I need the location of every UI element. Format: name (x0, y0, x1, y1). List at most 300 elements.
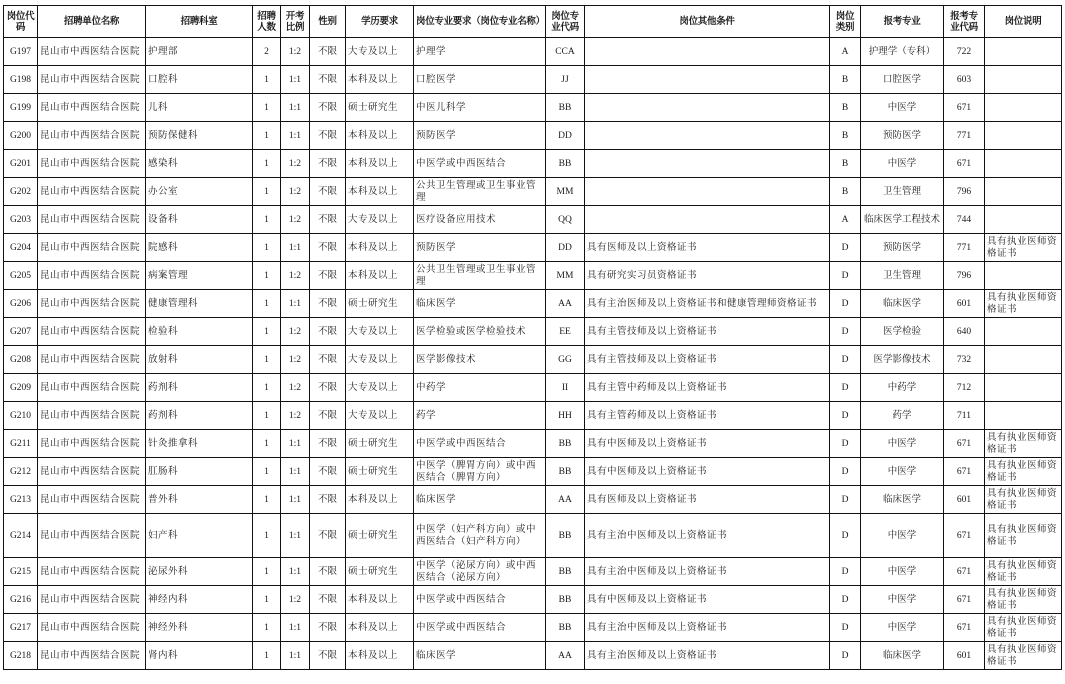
table-row (4, 66, 1062, 94)
cell-exam-major: 临床医学工程技术 (861, 206, 944, 234)
cell-major-req: 医学检验或医学检验技术 (414, 318, 546, 346)
cell-major-req: 中医学或中西医结合 (414, 586, 546, 614)
cell-count: 1 (253, 122, 281, 150)
table-row (4, 290, 1062, 318)
cell-dept: 药剂科 (146, 374, 253, 402)
cell-dept: 院感科 (146, 234, 253, 262)
cell-note (985, 122, 1062, 150)
cell-category: B (830, 122, 861, 150)
cell-count: 1 (253, 262, 281, 290)
cell-major-code: BB (546, 94, 585, 122)
cell-code: G212 (4, 458, 38, 486)
header-category: 岗位类别 (830, 6, 861, 38)
cell-count: 1 (253, 206, 281, 234)
cell-category: D (830, 486, 861, 514)
cell-edu: 本科及以上 (346, 66, 414, 94)
cell-count: 1 (253, 234, 281, 262)
cell-major-req: 中医学（泌尿方向）或中西医结合（泌尿方向） (414, 558, 546, 586)
cell-major-code: HH (546, 402, 585, 430)
cell-unit: 昆山市中西医结合医院 (38, 66, 146, 94)
cell-major-code: AA (546, 642, 585, 670)
cell-category: B (830, 150, 861, 178)
cell-dept: 泌尿外科 (146, 558, 253, 586)
cell-count: 1 (253, 94, 281, 122)
cell-major-code: DD (546, 122, 585, 150)
cell-dept: 设备科 (146, 206, 253, 234)
header-count: 招聘人数 (253, 6, 281, 38)
cell-count: 1 (253, 586, 281, 614)
cell-other (585, 206, 830, 234)
cell-ratio: 1:2 (281, 374, 310, 402)
cell-gender: 不限 (310, 458, 346, 486)
cell-dept: 普外科 (146, 486, 253, 514)
cell-gender: 不限 (310, 122, 346, 150)
cell-category: A (830, 206, 861, 234)
cell-category: D (830, 642, 861, 670)
cell-dept: 肛肠科 (146, 458, 253, 486)
cell-exam-major: 医学影像技术 (861, 346, 944, 374)
cell-other: 具有主管技师及以上资格证书 (585, 318, 830, 346)
header-gender: 性别 (310, 6, 346, 38)
cell-dept: 儿科 (146, 94, 253, 122)
cell-major-code: GG (546, 346, 585, 374)
cell-note (985, 94, 1062, 122)
cell-code: G204 (4, 234, 38, 262)
cell-unit: 昆山市中西医结合医院 (38, 94, 146, 122)
cell-code: G216 (4, 586, 38, 614)
table-row (4, 178, 1062, 206)
cell-major-req: 医疗设备应用技术 (414, 206, 546, 234)
cell-unit: 昆山市中西医结合医院 (38, 122, 146, 150)
cell-major-code: QQ (546, 206, 585, 234)
cell-category: D (830, 458, 861, 486)
cell-note: 具有执业医师资格证书 (985, 614, 1062, 642)
cell-count: 1 (253, 558, 281, 586)
cell-code: G203 (4, 206, 38, 234)
cell-dept: 预防保健科 (146, 122, 253, 150)
cell-unit: 昆山市中西医结合医院 (38, 374, 146, 402)
cell-major-code: BB (546, 558, 585, 586)
cell-unit: 昆山市中西医结合医院 (38, 558, 146, 586)
cell-other: 具有中医师及以上资格证书 (585, 458, 830, 486)
cell-gender: 不限 (310, 486, 346, 514)
cell-note (985, 66, 1062, 94)
cell-ratio: 1:2 (281, 262, 310, 290)
cell-category: D (830, 374, 861, 402)
cell-code: G201 (4, 150, 38, 178)
cell-edu: 大专及以上 (346, 38, 414, 66)
cell-count: 2 (253, 38, 281, 66)
cell-exam-major: 中医学 (861, 430, 944, 458)
cell-dept: 针灸推拿科 (146, 430, 253, 458)
cell-major-code: BB (546, 586, 585, 614)
cell-exam-major: 中医学 (861, 94, 944, 122)
cell-other: 具有主治中医师及以上资格证书 (585, 514, 830, 558)
cell-code: G211 (4, 430, 38, 458)
cell-note: 具有执业医师资格证书 (985, 290, 1062, 318)
cell-exam-major: 临床医学 (861, 290, 944, 318)
cell-exam-code: 601 (944, 486, 985, 514)
cell-ratio: 1:1 (281, 122, 310, 150)
header-major-req: 岗位专业要求（岗位专业名称） (414, 6, 546, 38)
cell-note (985, 402, 1062, 430)
cell-code: G206 (4, 290, 38, 318)
cell-exam-code: 671 (944, 614, 985, 642)
cell-count: 1 (253, 430, 281, 458)
cell-note (985, 206, 1062, 234)
cell-code: G214 (4, 514, 38, 558)
cell-exam-major: 中医学 (861, 458, 944, 486)
cell-exam-major: 预防医学 (861, 122, 944, 150)
header-exam-major: 报考专业 (861, 6, 944, 38)
cell-exam-major: 卫生管理 (861, 178, 944, 206)
cell-code: G199 (4, 94, 38, 122)
cell-major-code: MM (546, 262, 585, 290)
cell-count: 1 (253, 374, 281, 402)
cell-note (985, 178, 1062, 206)
table-row (4, 38, 1062, 66)
cell-other (585, 38, 830, 66)
cell-exam-major: 预防医学 (861, 234, 944, 262)
cell-unit: 昆山市中西医结合医院 (38, 178, 146, 206)
table-body (4, 38, 1062, 670)
cell-gender: 不限 (310, 38, 346, 66)
cell-major-code: BB (546, 150, 585, 178)
cell-gender: 不限 (310, 178, 346, 206)
cell-major-code: BB (546, 458, 585, 486)
table-row (4, 234, 1062, 262)
cell-count: 1 (253, 514, 281, 558)
cell-note: 具有执业医师资格证书 (985, 486, 1062, 514)
cell-exam-code: 744 (944, 206, 985, 234)
table-row (4, 430, 1062, 458)
cell-code: G207 (4, 318, 38, 346)
cell-other: 具有主管技师及以上资格证书 (585, 346, 830, 374)
cell-ratio: 1:2 (281, 178, 310, 206)
cell-gender: 不限 (310, 374, 346, 402)
cell-major-code: BB (546, 614, 585, 642)
cell-unit: 昆山市中西医结合医院 (38, 234, 146, 262)
table-row (4, 586, 1062, 614)
cell-major-code: II (546, 374, 585, 402)
header-code: 岗位代码 (4, 6, 38, 38)
cell-dept: 护理部 (146, 38, 253, 66)
cell-other: 具有主管药师及以上资格证书 (585, 402, 830, 430)
cell-category: D (830, 262, 861, 290)
cell-major-code: AA (546, 486, 585, 514)
cell-gender: 不限 (310, 614, 346, 642)
cell-major-req: 公共卫生管理或卫生事业管理 (414, 262, 546, 290)
cell-major-req: 临床医学 (414, 642, 546, 670)
cell-major-req: 中医学（妇产科方向）或中西医结合（妇产科方向） (414, 514, 546, 558)
cell-note (985, 374, 1062, 402)
cell-category: D (830, 346, 861, 374)
cell-category: D (830, 430, 861, 458)
table-row (4, 486, 1062, 514)
cell-unit: 昆山市中西医结合医院 (38, 514, 146, 558)
cell-major-code: DD (546, 234, 585, 262)
cell-gender: 不限 (310, 262, 346, 290)
cell-exam-code: 640 (944, 318, 985, 346)
cell-other (585, 66, 830, 94)
cell-ratio: 1:2 (281, 318, 310, 346)
cell-exam-code: 671 (944, 558, 985, 586)
table-row (4, 458, 1062, 486)
cell-unit: 昆山市中西医结合医院 (38, 150, 146, 178)
cell-count: 1 (253, 614, 281, 642)
table-row (4, 614, 1062, 642)
cell-other (585, 150, 830, 178)
cell-exam-major: 中医学 (861, 514, 944, 558)
cell-note: 具有执业医师资格证书 (985, 514, 1062, 558)
cell-unit: 昆山市中西医结合医院 (38, 430, 146, 458)
cell-count: 1 (253, 458, 281, 486)
cell-unit: 昆山市中西医结合医院 (38, 586, 146, 614)
cell-exam-major: 中医学 (861, 558, 944, 586)
cell-ratio: 1:1 (281, 94, 310, 122)
header-unit: 招聘单位名称 (38, 6, 146, 38)
header-row (4, 6, 1062, 38)
cell-major-req: 中医学（脾胃方向）或中西医结合（脾胃方向） (414, 458, 546, 486)
cell-gender: 不限 (310, 94, 346, 122)
cell-unit: 昆山市中西医结合医院 (38, 38, 146, 66)
cell-note (985, 150, 1062, 178)
cell-edu: 本科及以上 (346, 150, 414, 178)
cell-major-req: 药学 (414, 402, 546, 430)
cell-major-req: 预防医学 (414, 234, 546, 262)
cell-dept: 病案管理 (146, 262, 253, 290)
table-row (4, 262, 1062, 290)
cell-unit: 昆山市中西医结合医院 (38, 642, 146, 670)
cell-exam-code: 671 (944, 586, 985, 614)
cell-note: 具有执业医师资格证书 (985, 586, 1062, 614)
cell-exam-major: 药学 (861, 402, 944, 430)
cell-edu: 硕士研究生 (346, 558, 414, 586)
cell-note (985, 318, 1062, 346)
cell-exam-code: 671 (944, 430, 985, 458)
cell-gender: 不限 (310, 430, 346, 458)
cell-edu: 大专及以上 (346, 374, 414, 402)
cell-count: 1 (253, 642, 281, 670)
cell-note: 具有执业医师资格证书 (985, 458, 1062, 486)
cell-count: 1 (253, 290, 281, 318)
cell-category: D (830, 586, 861, 614)
cell-edu: 本科及以上 (346, 234, 414, 262)
cell-dept: 神经外科 (146, 614, 253, 642)
cell-gender: 不限 (310, 402, 346, 430)
cell-major-code: MM (546, 178, 585, 206)
cell-ratio: 1:1 (281, 514, 310, 558)
cell-exam-code: 601 (944, 642, 985, 670)
cell-unit: 昆山市中西医结合医院 (38, 206, 146, 234)
table-row (4, 402, 1062, 430)
cell-edu: 硕士研究生 (346, 458, 414, 486)
cell-code: G210 (4, 402, 38, 430)
cell-edu: 本科及以上 (346, 262, 414, 290)
cell-note: 具有执业医师资格证书 (985, 234, 1062, 262)
cell-exam-code: 601 (944, 290, 985, 318)
cell-major-req: 中医学或中西医结合 (414, 430, 546, 458)
cell-note (985, 262, 1062, 290)
cell-note: 具有执业医师资格证书 (985, 642, 1062, 670)
cell-exam-major: 中药学 (861, 374, 944, 402)
cell-unit: 昆山市中西医结合医院 (38, 402, 146, 430)
cell-code: G215 (4, 558, 38, 586)
cell-major-req: 医学影像技术 (414, 346, 546, 374)
cell-gender: 不限 (310, 290, 346, 318)
cell-other: 具有主治中医师及以上资格证书 (585, 558, 830, 586)
cell-count: 1 (253, 346, 281, 374)
cell-gender: 不限 (310, 558, 346, 586)
header-dept: 招聘科室 (146, 6, 253, 38)
cell-code: G208 (4, 346, 38, 374)
cell-category: D (830, 318, 861, 346)
cell-major-req: 预防医学 (414, 122, 546, 150)
cell-category: B (830, 66, 861, 94)
cell-unit: 昆山市中西医结合医院 (38, 318, 146, 346)
cell-exam-major: 中医学 (861, 614, 944, 642)
cell-count: 1 (253, 402, 281, 430)
cell-note (985, 346, 1062, 374)
cell-major-req: 临床医学 (414, 486, 546, 514)
cell-exam-major: 护理学（专科） (861, 38, 944, 66)
cell-other: 具有主治中医师及以上资格证书 (585, 614, 830, 642)
cell-gender: 不限 (310, 150, 346, 178)
cell-edu: 硕士研究生 (346, 94, 414, 122)
cell-major-req: 中医学或中西医结合 (414, 614, 546, 642)
cell-exam-major: 卫生管理 (861, 262, 944, 290)
recruitment-table (3, 5, 1062, 670)
cell-code: G200 (4, 122, 38, 150)
cell-edu: 硕士研究生 (346, 430, 414, 458)
cell-exam-code: 796 (944, 262, 985, 290)
cell-edu: 本科及以上 (346, 614, 414, 642)
cell-code: G209 (4, 374, 38, 402)
cell-major-code: JJ (546, 66, 585, 94)
cell-major-code: EE (546, 318, 585, 346)
cell-major-code: BB (546, 430, 585, 458)
cell-edu: 本科及以上 (346, 486, 414, 514)
header-edu: 学历要求 (346, 6, 414, 38)
cell-other (585, 122, 830, 150)
cell-ratio: 1:2 (281, 586, 310, 614)
table-row (4, 206, 1062, 234)
cell-dept: 放射科 (146, 346, 253, 374)
cell-gender: 不限 (310, 642, 346, 670)
cell-exam-code: 671 (944, 458, 985, 486)
cell-edu: 硕士研究生 (346, 290, 414, 318)
cell-exam-code: 771 (944, 122, 985, 150)
cell-exam-code: 796 (944, 178, 985, 206)
cell-gender: 不限 (310, 234, 346, 262)
cell-major-req: 护理学 (414, 38, 546, 66)
cell-exam-code: 722 (944, 38, 985, 66)
cell-exam-code: 712 (944, 374, 985, 402)
cell-unit: 昆山市中西医结合医院 (38, 262, 146, 290)
cell-unit: 昆山市中西医结合医院 (38, 458, 146, 486)
header-exam-code: 报考专业代码 (944, 6, 985, 38)
cell-category: B (830, 94, 861, 122)
cell-category: D (830, 558, 861, 586)
cell-category: A (830, 38, 861, 66)
cell-dept: 口腔科 (146, 66, 253, 94)
cell-unit: 昆山市中西医结合医院 (38, 486, 146, 514)
cell-exam-code: 671 (944, 150, 985, 178)
cell-other: 具有主治医师及以上资格证书 (585, 642, 830, 670)
cell-note: 具有执业医师资格证书 (985, 558, 1062, 586)
cell-exam-code: 771 (944, 234, 985, 262)
cell-gender: 不限 (310, 206, 346, 234)
cell-gender: 不限 (310, 586, 346, 614)
cell-code: G213 (4, 486, 38, 514)
cell-major-req: 中药学 (414, 374, 546, 402)
cell-ratio: 1:2 (281, 38, 310, 66)
cell-ratio: 1:2 (281, 150, 310, 178)
table-row (4, 558, 1062, 586)
cell-other: 具有医师及以上资格证书 (585, 234, 830, 262)
cell-major-req: 口腔医学 (414, 66, 546, 94)
cell-edu: 硕士研究生 (346, 514, 414, 558)
cell-dept: 健康管理科 (146, 290, 253, 318)
cell-ratio: 1:1 (281, 234, 310, 262)
cell-count: 1 (253, 150, 281, 178)
cell-code: G217 (4, 614, 38, 642)
table-row (4, 374, 1062, 402)
cell-category: D (830, 514, 861, 558)
cell-dept: 药剂科 (146, 402, 253, 430)
cell-ratio: 1:2 (281, 206, 310, 234)
cell-edu: 本科及以上 (346, 586, 414, 614)
cell-edu: 大专及以上 (346, 206, 414, 234)
cell-count: 1 (253, 178, 281, 206)
cell-other: 具有医师及以上资格证书 (585, 486, 830, 514)
header-note: 岗位说明 (985, 6, 1062, 38)
cell-edu: 本科及以上 (346, 178, 414, 206)
cell-major-code: AA (546, 290, 585, 318)
cell-count: 1 (253, 66, 281, 94)
cell-edu: 大专及以上 (346, 318, 414, 346)
cell-ratio: 1:1 (281, 430, 310, 458)
cell-unit: 昆山市中西医结合医院 (38, 346, 146, 374)
table-row (4, 318, 1062, 346)
cell-category: D (830, 402, 861, 430)
cell-exam-code: 671 (944, 514, 985, 558)
cell-ratio: 1:1 (281, 558, 310, 586)
cell-gender: 不限 (310, 514, 346, 558)
table-row (4, 642, 1062, 670)
cell-ratio: 1:1 (281, 614, 310, 642)
table-row (4, 94, 1062, 122)
cell-exam-major: 中医学 (861, 586, 944, 614)
cell-code: G198 (4, 66, 38, 94)
table-row (4, 150, 1062, 178)
cell-category: B (830, 178, 861, 206)
cell-note: 具有执业医师资格证书 (985, 430, 1062, 458)
cell-exam-code: 671 (944, 94, 985, 122)
cell-exam-major: 临床医学 (861, 642, 944, 670)
cell-edu: 大专及以上 (346, 346, 414, 374)
cell-code: G205 (4, 262, 38, 290)
cell-code: G202 (4, 178, 38, 206)
header-ratio: 开考比例 (281, 6, 310, 38)
cell-major-req: 中医学或中西医结合 (414, 150, 546, 178)
cell-edu: 本科及以上 (346, 122, 414, 150)
cell-exam-code: 732 (944, 346, 985, 374)
cell-dept: 办公室 (146, 178, 253, 206)
cell-ratio: 1:1 (281, 290, 310, 318)
cell-exam-code: 603 (944, 66, 985, 94)
cell-dept: 肾内科 (146, 642, 253, 670)
